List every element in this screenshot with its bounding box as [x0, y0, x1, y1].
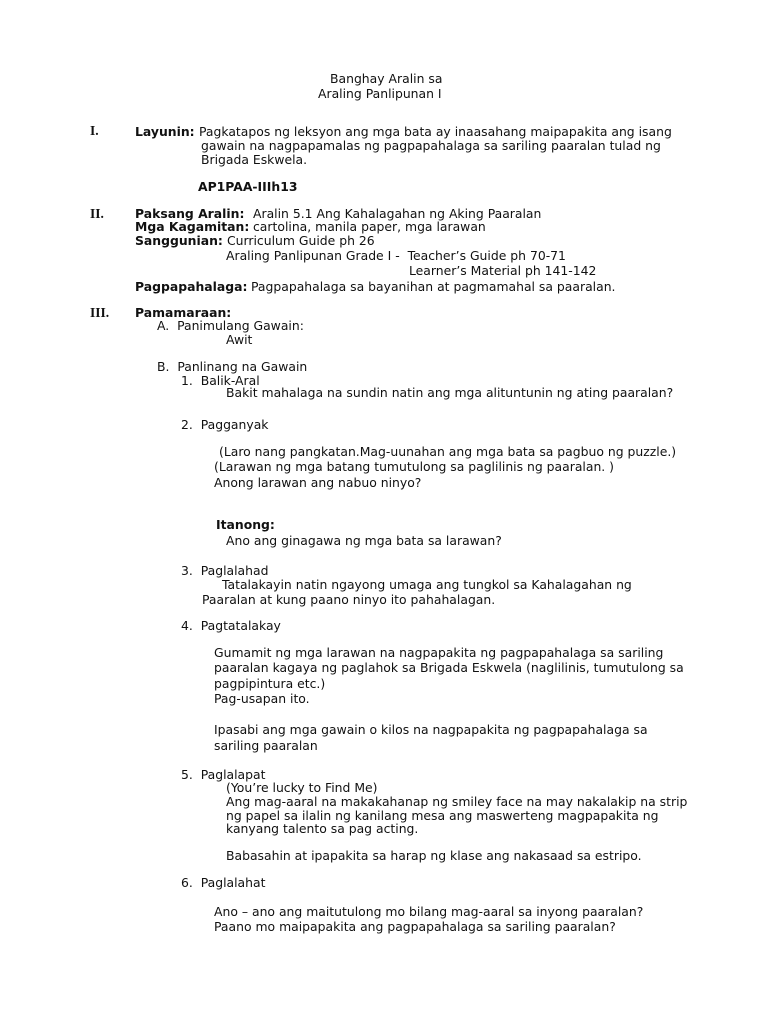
step3-label: 3. Paglalahad: [181, 563, 269, 578]
step2-label: 2. Pagganyak: [181, 417, 269, 432]
kagamitan-label: Mga Kagamitan:: [135, 219, 250, 234]
step1-label: 1. Balik-Aral: [181, 373, 260, 388]
section1-text2: gawain na nagpapamalas ng pagpapahalaga sa sariling paaralan tulad ng: [201, 138, 661, 153]
sanggunian-value: Curriculum Guide ph 26: [227, 233, 375, 248]
reference-teachers-guide: Araling Panlipunan Grade I - Teacher’s Guide ph 70-71: [226, 248, 566, 263]
reference-learners-material: Learner’s Material ph 141-142: [409, 263, 597, 278]
section3-label: Pamamaraan:: [135, 305, 232, 320]
step6-label: 6. Paglalahat: [181, 875, 266, 890]
section1-code: AP1PAA-IIIh13: [198, 179, 298, 194]
panlinang-gawain-label: B. Panlinang na Gawain: [157, 359, 308, 374]
section1-numeral: I.: [90, 123, 99, 138]
pagpapahalaga-label: Pagpapahalaga:: [135, 279, 248, 294]
sanggunian-label: Sanggunian:: [135, 233, 223, 248]
paksa-label: Paksang Aralin:: [135, 206, 245, 221]
section2-numeral: II.: [90, 206, 104, 221]
step5-text3: ng papel sa ilalin ng kanilang mesa ang maswerteng magpapakita ng: [226, 808, 659, 823]
step6-text2: Paano mo maipapakita ang pagpapahalaga sa sariling paaralan?: [214, 919, 616, 934]
panimulang-gawain-label: A. Panimulang Gawain:: [157, 318, 304, 333]
step3-text2: Paaralan at kung paano ninyo ito pahahalagan.: [202, 592, 496, 607]
panimulang-gawain-item: Awit: [226, 332, 253, 347]
step4-text5: Ipasabi ang mga gawain o kilos na nagpapakita ng pagpapahalaga sa: [214, 722, 648, 737]
kagamitan-value: cartolina, manila paper, mga larawan: [253, 219, 486, 234]
step3-text1: Tatalakayin natin ngayong umaga ang tungkol sa Kahalagahan ng: [222, 577, 632, 592]
step4-text6: sariling paaralan: [214, 738, 318, 753]
doc-title-line1: Banghay Aralin sa: [330, 71, 443, 86]
paksa-value: Aralin 5.1 Ang Kahalagahan ng Aking Paaralan: [253, 206, 542, 221]
itanong-text: Ano ang ginagawa ng mga bata sa larawan?: [226, 533, 502, 548]
step5-label: 5. Paglalapat: [181, 767, 266, 782]
step6-text1: Ano – ano ang maitutulong mo bilang mag-aaral sa inyong paaralan?: [214, 904, 644, 919]
step4-label: 4. Pagtatalakay: [181, 618, 281, 633]
step2-text1: (Laro nang pangkatan.Mag-uunahan ang mga bata sa pagbuo ng puzzle.): [219, 444, 677, 459]
section1-text1: Pagkatapos ng leksyon ang mga bata ay inaasahang maipapakita ang isang: [199, 124, 672, 139]
step4-text3: pagpipintura etc.): [214, 676, 326, 691]
itanong-label: Itanong:: [216, 517, 275, 532]
step4-text1: Gumamit ng mga larawan na nagpapakita ng pagpapahalaga sa sariling: [214, 645, 664, 660]
step2-text3: Anong larawan ang nabuo ninyo?: [214, 475, 422, 490]
section1-label: Layunin:: [135, 124, 195, 139]
step5-text1: (You’re lucky to Find Me): [226, 780, 378, 795]
doc-title-line2: Araling Panlipunan I: [318, 86, 442, 101]
section3-numeral: III.: [90, 305, 110, 320]
step1-text: Bakit mahalaga na sundin natin ang mga alituntunin ng ating paaralan?: [226, 385, 674, 400]
pagpapahalaga-value: Pagpapahalaga sa bayanihan at pagmamahal sa paaralan.: [251, 279, 616, 294]
step4-text4: Pag-usapan ito.: [214, 691, 310, 706]
step5-text4: kanyang talento sa pag acting.: [226, 821, 419, 836]
step5-text2: Ang mag-aaral na makakahanap ng smiley face na may nakalakip na strip: [226, 794, 688, 809]
step2-text2: (Larawan ng mga batang tumutulong sa paglilinis ng paaralan. ): [214, 459, 615, 474]
step5-text5: Babasahin at ipapakita sa harap ng klase ang nakasaad sa estripo.: [226, 848, 642, 863]
step4-text2: paaralan kagaya ng paglahok sa Brigada Eskwela (naglilinis, tumutulong sa: [214, 660, 684, 675]
section1-text3: Brigada Eskwela.: [201, 152, 308, 167]
